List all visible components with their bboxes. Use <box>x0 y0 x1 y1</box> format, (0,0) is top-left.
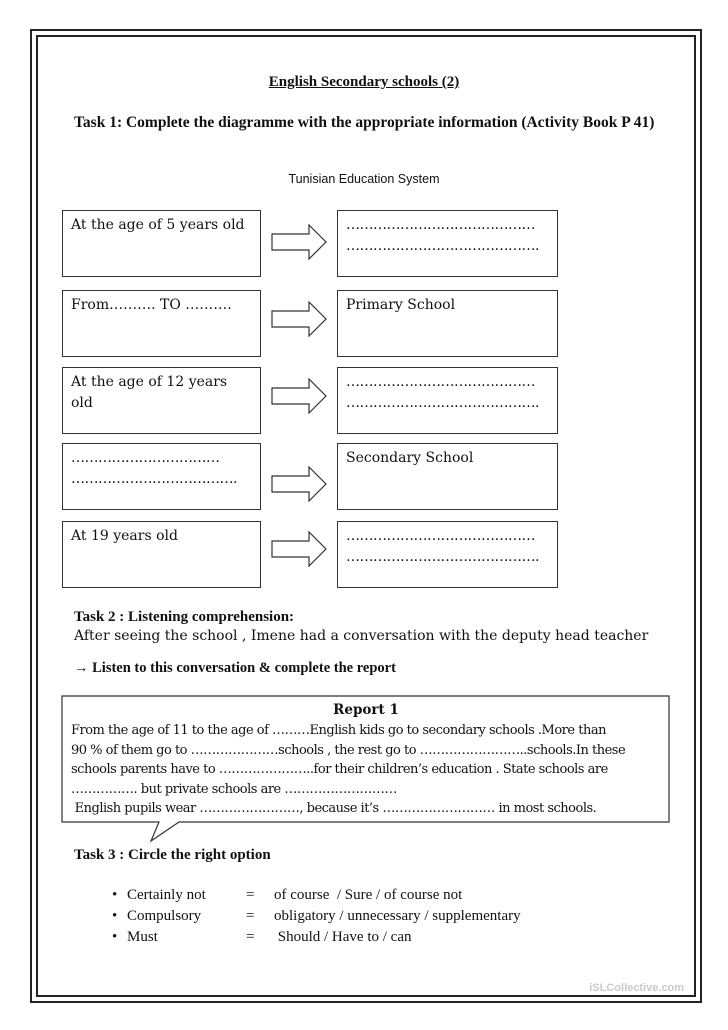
diagram-right-text: Secondary School <box>346 450 474 466</box>
option-term: Must <box>127 929 158 945</box>
answer-line: …………………………………… <box>346 374 535 390</box>
equals-sign: = <box>246 908 255 924</box>
report-line: 90 % of them go to …………………schools , the rest go to ……………………..schools.In these <box>71 742 626 758</box>
diagram-right-box-3 <box>337 367 558 434</box>
right-arrow-icon <box>271 466 328 502</box>
answer-line: …………………………………… <box>346 217 535 233</box>
bullet-icon: • <box>112 929 118 945</box>
task2-heading: Task 2 : Listening comprehension: <box>74 609 295 625</box>
diagram-left-box-3 <box>62 367 261 434</box>
equals-sign: = <box>246 887 255 903</box>
task3-heading: Task 3 : Circle the right option <box>74 847 271 863</box>
equals-sign: = <box>246 929 255 945</box>
report-line: English pupils wear ……………………, because it’s ……………………… in most schools. <box>71 801 597 816</box>
diagram-title: Tunisian Education System <box>288 172 440 186</box>
report-line: schools parents have to …………………..for their children’s education . State schools are <box>71 762 608 777</box>
worksheet-title: English Secondary schools (2) <box>268 74 460 90</box>
right-arrow-icon <box>271 531 328 567</box>
diagram-left-text: At the age of 5 years old <box>71 217 245 233</box>
diagram-left-text: …………………………… ………………………………. <box>71 450 237 487</box>
diagram-left-text: At 19 years old <box>71 528 178 544</box>
diagram-right-text: Primary School <box>346 297 456 313</box>
option-term: Certainly not <box>127 887 206 903</box>
diagram-left-box-2 <box>62 290 261 357</box>
right-arrow-icon <box>271 378 328 414</box>
option-choices: Should / Have to / can <box>274 929 412 945</box>
bullet-icon: • <box>112 887 118 903</box>
right-arrow-icon <box>271 301 328 337</box>
answer-line: ……………………………………. <box>346 395 539 411</box>
task2-text: After seeing the school , Imene had a conversation with the deputy head teacher <box>74 628 649 644</box>
report-line: ……………. but private schools are ……………………… <box>71 781 397 797</box>
report-title: Report 1 <box>333 702 399 718</box>
diagram-right-box-1 <box>337 210 558 277</box>
diagram-left-text: From………. TO ………. <box>71 297 232 313</box>
diagram-left-box-5 <box>62 521 261 588</box>
report-line: From the age of 11 to the age of ………English kids go to secondary schools .More than <box>71 723 606 738</box>
report-body <box>71 721 671 819</box>
option-choices: obligatory / unnecessary / supplementary <box>274 908 521 924</box>
diagram-right-box-4 <box>337 443 558 510</box>
answer-line: …………………………………… <box>346 528 535 544</box>
diagram-right-box-2 <box>337 290 558 357</box>
answer-line: ……………………………………. <box>346 238 539 254</box>
answer-line: ……………………………………. <box>346 549 539 565</box>
option-term: Compulsory <box>127 908 202 924</box>
task1-instruction: Task 1: Complete the diagramme with the appropriate information (Activity Book P 41) <box>74 114 655 131</box>
diagram-left-box-1 <box>62 210 261 277</box>
watermark: iSLCollective.com <box>589 982 684 994</box>
option-choices: of course / Sure / of course not <box>274 887 463 903</box>
right-arrow-icon <box>271 224 328 260</box>
diagram-right-box-5 <box>337 521 558 588</box>
diagram-left-box-4 <box>62 443 261 510</box>
bullet-icon: • <box>112 908 118 924</box>
diagram-left-text: At the age of 12 years old <box>71 374 228 411</box>
listen-instruction: → Listen to this conversation & complete the report <box>74 660 396 676</box>
